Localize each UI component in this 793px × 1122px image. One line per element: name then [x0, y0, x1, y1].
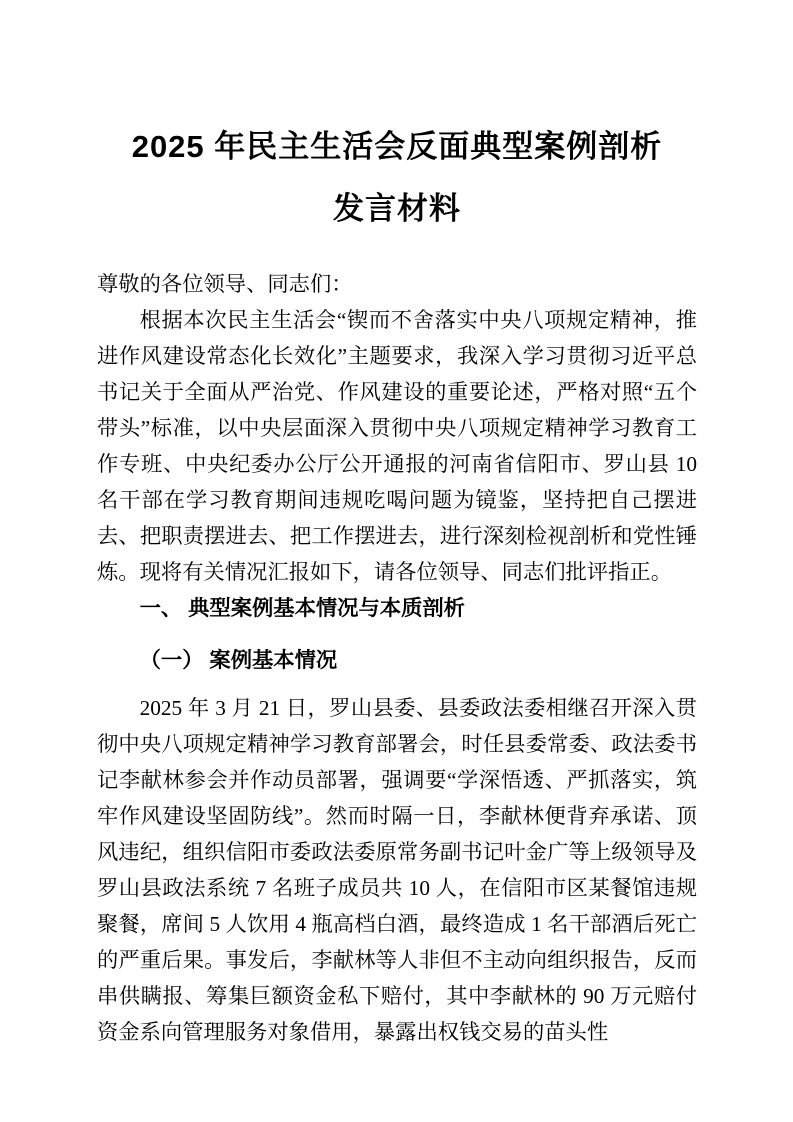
document-title [97, 116, 697, 240]
greeting-line: 尊敬的各位领导、同志们： [97, 272, 353, 296]
intro-paragraph: 根据本次民主生活会“锲而不舍落实中央八项规定精神，推进作风建设常态化长效化”主题要求，我深入学习贯彻习近平总书记关于全面从严治党、作风建设的重要论述，严格对照“五个带头”标准，以中央层面深入贯彻中央八项规定精神学习教育工作专班、中央纪委办公厅公开通报的河南省信阳市、罗山县 10 名干部在学习教育期间违规吃喝问题为镜鉴，坚持把自己摆进去、把职责摆进去、把工作摆进去，进行深刻检视剖析和党性锤炼。现将有关情况汇报如下，请各位领导、同志们批评指正。 [97, 308, 697, 584]
section-heading: 一、 典型案例基本情况与本质剖析 [139, 596, 465, 620]
document-title-line-1: 2025 年民主生活会反面典型案例剖析 [131, 129, 663, 164]
case-paragraph: 2025 年 3 月 21 日，罗山县委、县委政法委相继召开深入贯彻中央八项规定精神学习教育部署会，时任县委常委、政法委书记李献林参会并作动员部署，强调要“学深悟透、严抓落实，筑牢作风建设坚固防线”。然而时隔一日，李献林便背弃承诺、顶风违纪，组织信阳市委政法委原常务副书记叶金广等上级领导及罗山县政法系统 7 名班子成员共 10 人，在信阳市区某餐馆违规聚餐，席间 5 人饮用 4 瓶高档白酒，最终造成 1 名干部酒后死亡的严重后果。事发后，李献林等人非但不主动向组织报告，反而串供瞒报、筹集巨额资金私下赔付，其中李献林的 90 万元赔付资金系向管理服务对象借用，暴露出权钱交易的苗头性 [97, 696, 697, 1044]
document-title-line-2: 发言材料 [333, 191, 461, 226]
subsection-heading: （一） 案例基本情况 [139, 648, 338, 672]
